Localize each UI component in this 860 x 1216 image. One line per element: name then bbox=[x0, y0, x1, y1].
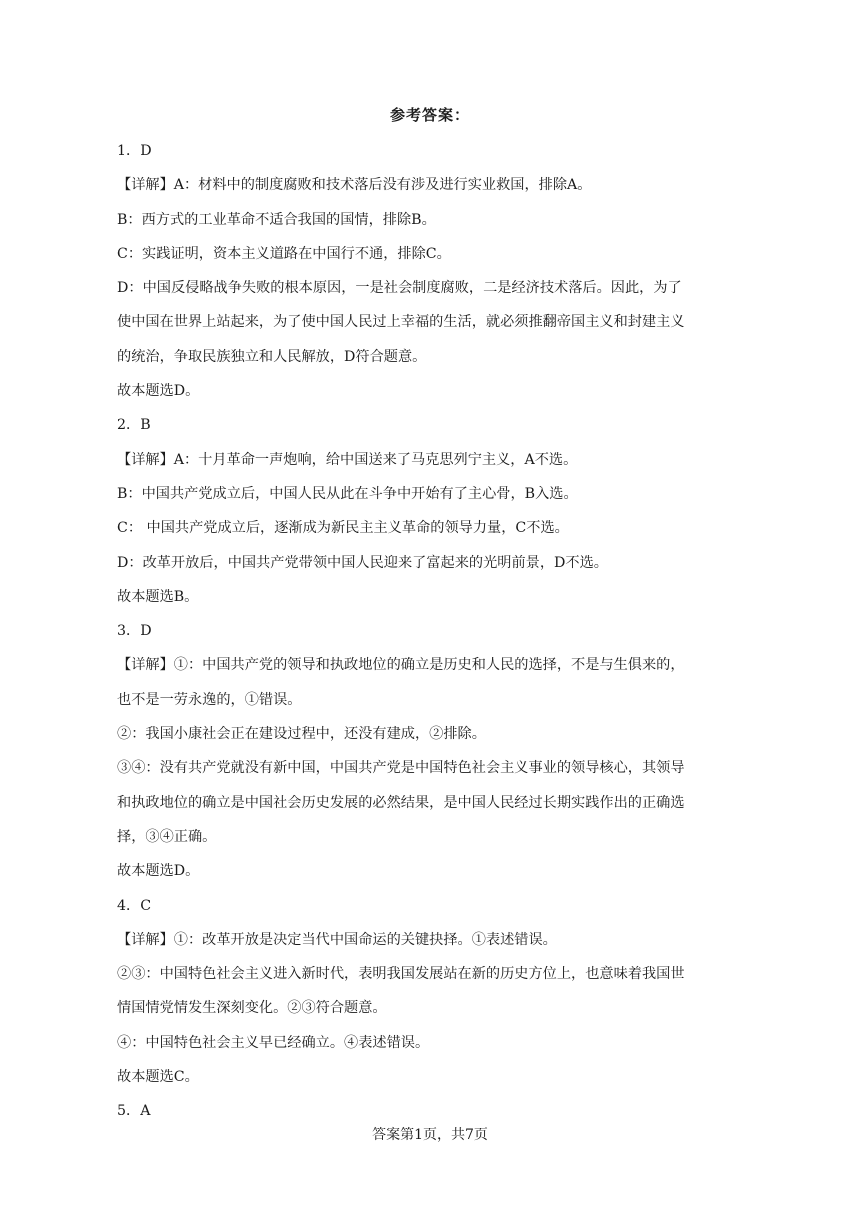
line-q3-detail-34-c: 择，③④正确。 bbox=[117, 828, 217, 845]
line-q1-detail-d-3: 的统治，争取民族独立和人民解放，D符合题意。 bbox=[117, 348, 427, 365]
line-q2-detail-c: C： 中国共产党成立后，逐渐成为新民主主义革命的领导力量，C不选。 bbox=[117, 520, 569, 537]
line-q1-detail-d-2: 使中国在世界上站起来，为了使中国人民过上幸福的生活，就必须推翻帝国主义和封建主义 bbox=[117, 314, 685, 331]
line-q3-detail-1-a: 【详解】①：中国共产党的领导和执政地位的确立是历史和人民的选择，不是与生俱来的， bbox=[117, 657, 685, 674]
line-q3-detail-34-b: 和执政地位的确立是中国社会历史发展的必然结果，是中国人民经过长期实践作出的正确选 bbox=[117, 794, 685, 811]
page-title: 参考答案： bbox=[389, 106, 470, 124]
line-q4-detail-4: ④：中国特色社会主义早已经确立。④表述错误。 bbox=[117, 1034, 430, 1051]
line-q5-answer: 5．A bbox=[117, 1103, 151, 1120]
line-q3-answer: 3．D bbox=[117, 623, 152, 640]
line-q3-detail-1-b: 也不是一劳永逸的，①错误。 bbox=[117, 691, 302, 708]
line-q1-conclusion: 故本题选D。 bbox=[117, 383, 200, 400]
line-q4-detail-23-a: ②③：中国特色社会主义进入新时代，表明我国发展站在新的历史方位上，也意味着我国世 bbox=[117, 966, 685, 983]
line-q3-detail-2: ②：我国小康社会正在建设过程中，还没有建成，②排除。 bbox=[117, 726, 486, 743]
line-q2-conclusion: 故本题选B。 bbox=[117, 588, 199, 605]
answer-body bbox=[117, 134, 735, 1129]
line-q4-conclusion: 故本题选C。 bbox=[117, 1069, 199, 1086]
line-q2-answer: 2．B bbox=[117, 417, 151, 434]
line-q1-detail-d-1: D：中国反侵略战争失败的根本原因，一是社会制度腐败，二是经济技术落后。因此，为了 bbox=[117, 280, 682, 297]
line-q1-answer: 1．D bbox=[117, 143, 152, 159]
line-q3-detail-34-a: ③④：没有共产党就没有新中国，中国共产党是中国特色社会主义事业的领导核心，其领导 bbox=[117, 760, 685, 777]
line-q2-detail-a: 【详解】A：十月革命一声炮响，给中国送来了马克思列宁主义，A不选。 bbox=[117, 451, 578, 468]
line-q4-detail-1: 【详解】①：改革开放是决定当代中国命运的关键抉择。①表述错误。 bbox=[117, 931, 557, 948]
line-q1-detail-a: 【详解】A：材料中的制度腐败和技术落后没有涉及进行实业救国，排除A。 bbox=[117, 177, 592, 194]
line-q2-detail-b: B：中国共产党成立后，中国人民从此在斗争中开始有了主心骨，B入选。 bbox=[117, 485, 578, 502]
line-q1-detail-c: C：实践证明，资本主义道路在中国行不通，排除C。 bbox=[117, 245, 451, 262]
line-q1-detail-b: B：西方式的工业革命不适合我国的国情，排除B。 bbox=[117, 211, 436, 228]
line-q4-answer: 4．C bbox=[117, 897, 152, 914]
line-q4-detail-23-b: 情国情党情发生深刻变化。②③符合题意。 bbox=[117, 1000, 387, 1017]
line-q3-conclusion: 故本题选D。 bbox=[117, 863, 200, 880]
page-footer: 答案第1页，共7页 bbox=[372, 1127, 488, 1143]
line-q2-detail-d: D：改革开放后，中国共产党带领中国人民迎来了富起来的光明前景，D不选。 bbox=[117, 554, 608, 571]
